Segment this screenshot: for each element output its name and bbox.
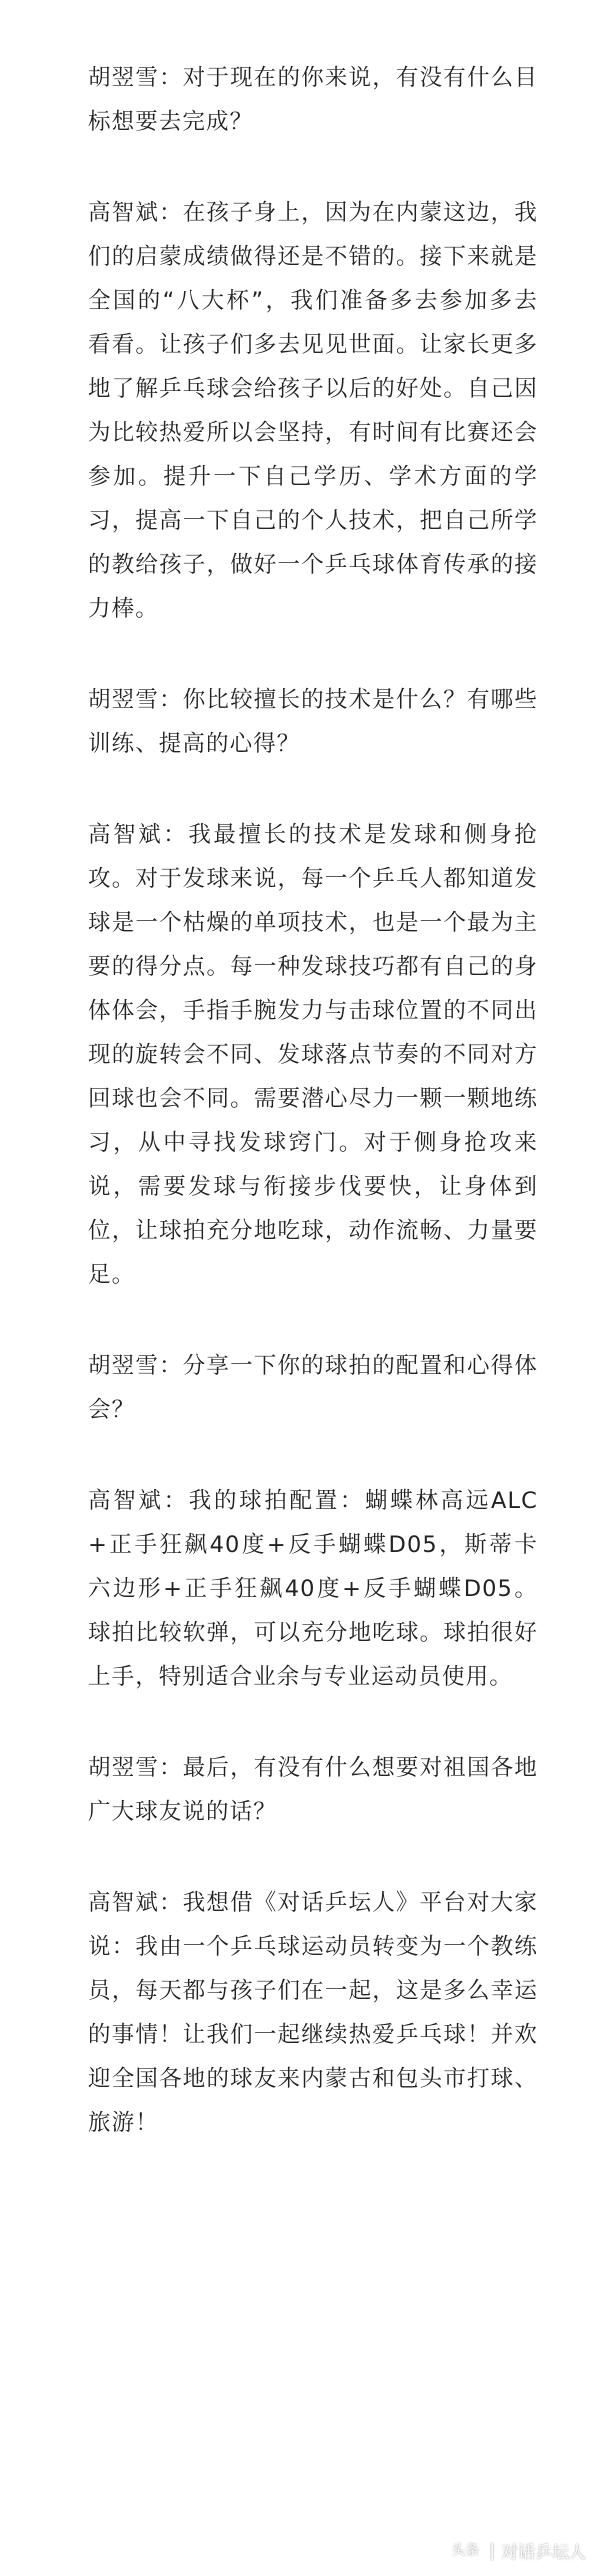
- watermark-brand: 对话乒坛人: [501, 2543, 586, 2563]
- article-body: [88, 56, 538, 2192]
- paragraph-a3: [88, 1479, 538, 1699]
- paragraph-q2: [88, 678, 538, 766]
- speaker-separator: ：: [163, 822, 189, 848]
- paragraph-text: 在孩子身上，因为在内蒙这边，我们的启蒙成绩做得还是不错的。接下来就是全国的“八大杯”，我们准备多去参加多去看看。让孩子们多去见见世面。让家长更多地了解乒乓球会给孩子以后的好处。自己因为比较热爱所以会坚持，有时间有比赛还会参加。提升一下自己学历、学术方面的学习，提高一下自己的个人技术，把自己所学的教给孩子，做好一个乒乓球体育传承的接力棒。: [88, 200, 538, 622]
- speaker-name: 胡翌雪: [88, 687, 160, 713]
- speaker-name: 胡翌雪: [88, 65, 160, 91]
- speaker-separator: ：: [159, 65, 183, 91]
- paragraph-text: 我想借《对话乒坛人》平台对大家说：我由一个乒乓球运动员转变为一个教练员，每天都与孩子们在一起，这是多么幸运的事情！让我们一起继续热爱乒乓球！并欢迎全国各地的球友来内蒙古和包头市打球、旅游！: [88, 1890, 538, 2136]
- paragraph-a1: [88, 191, 538, 631]
- speaker-separator: ：: [159, 1890, 183, 1916]
- paragraph-a4: [88, 1881, 538, 2145]
- speaker-name: 高智斌: [88, 200, 160, 226]
- watermark: [447, 2538, 586, 2563]
- speaker-name: 高智斌: [88, 1488, 164, 1514]
- speaker-separator: ：: [159, 200, 183, 226]
- paragraph-text: 对于现在的你来说，有没有什么目标想要去完成？: [88, 65, 538, 135]
- paragraph-q1: [88, 56, 538, 144]
- paragraph-text: 我的球拍配置：蝴蝶林高远ALC+正手狂飙40度+反手蝴蝶D05，斯蒂卡六边形+正手狂飙40度+反手蝴蝶D05。球拍比较软弹，可以充分地吃球。球拍很好上手，特别适合业余与专业运动员使用。: [88, 1488, 538, 1690]
- speaker-separator: ：: [159, 1755, 183, 1781]
- paragraph-text: 你比较擅长的技术是什么？有哪些训练、提高的心得？: [88, 687, 538, 757]
- speaker-separator: ：: [163, 1488, 189, 1514]
- speaker-name: 高智斌: [88, 1890, 160, 1916]
- paragraph-q4: [88, 1746, 538, 1834]
- paragraph-text: 最后，有没有什么想要对祖国各地广大球友说的话？: [88, 1755, 538, 1825]
- paragraph-text: 我最擅长的技术是发球和侧身抢攻。对于发球来说，每一个乒乓人都知道发球是一个枯燥的单项技术，也是一个最为主要的得分点。每一种发球技巧都有自己的身体体会，手指手腕发力与击球位置的不同出现的旋转会不同、发球落点节奏的不同对方回球也会不同。需要潜心尽力一颗一颗地练习，从中寻找发球窍门。对于侧身抢攻来说，需要发球与衔接步伐要快，让身体到位，让球拍充分地吃球，动作流畅、力量要足。: [88, 822, 538, 1288]
- paragraph-q3: [88, 1344, 538, 1432]
- speaker-name: 胡翌雪: [88, 1755, 160, 1781]
- speaker-name: 高智斌: [88, 822, 164, 848]
- speaker-separator: ：: [159, 1353, 183, 1379]
- speaker-separator: ：: [159, 687, 183, 713]
- paragraph-text: 分享一下你的球拍的配置和心得体会？: [88, 1353, 538, 1423]
- toutiao-logo-icon: 头条: [447, 2541, 483, 2561]
- speaker-name: 胡翌雪: [88, 1353, 160, 1379]
- paragraph-a2: [88, 813, 538, 1297]
- watermark-separator: |: [489, 2540, 495, 2561]
